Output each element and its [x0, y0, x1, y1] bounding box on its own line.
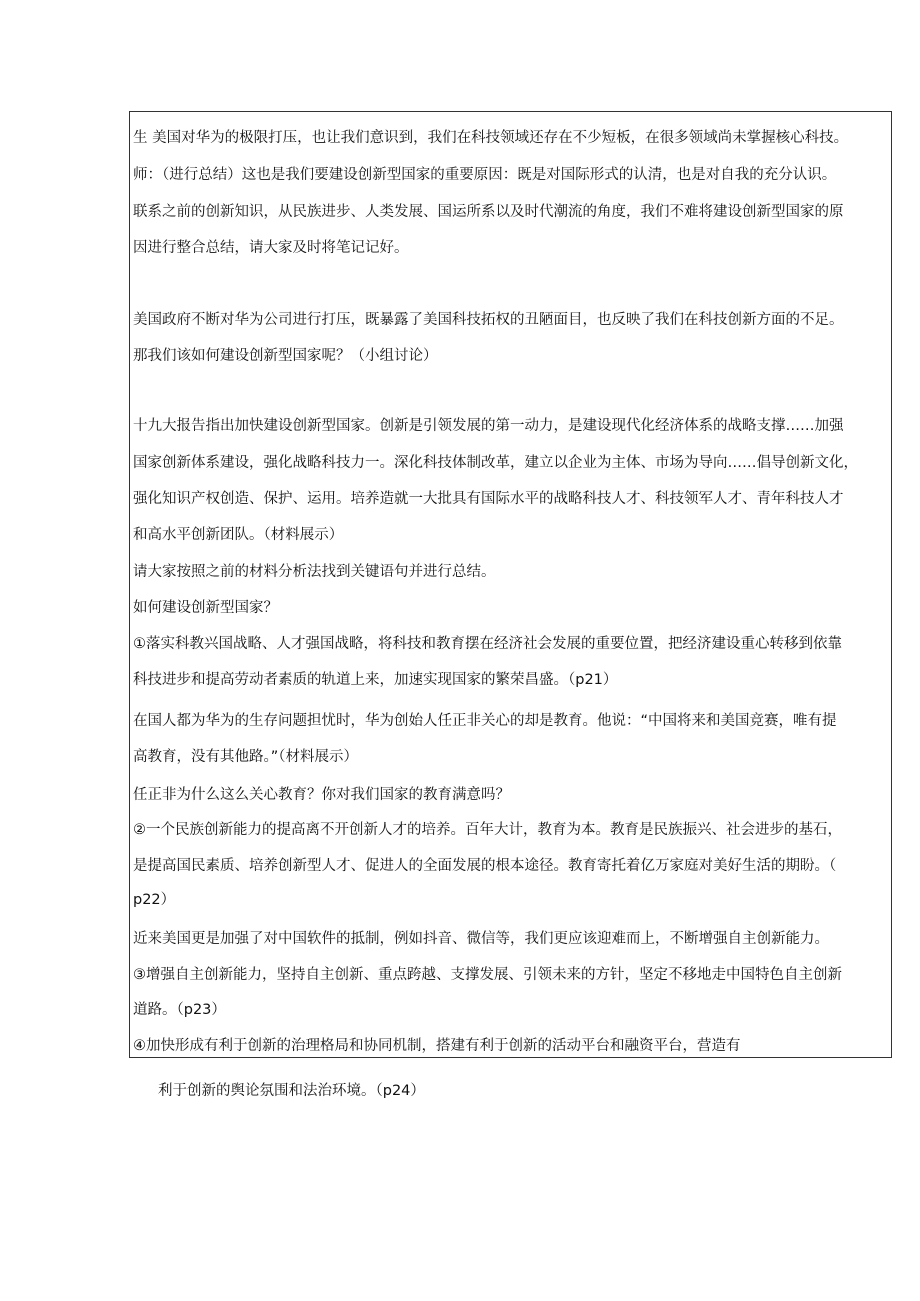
- text-line: 国家创新体系建设，强化战略科技力一。深化科技体制改革，建立以企业为主体、市场为导向……倡导创新文化，: [133, 455, 858, 471]
- text-line: 因进行整合总结，请大家及时将笔记记好。: [133, 240, 409, 256]
- text-line: 在国人都为华为的生存问题担忧时，华为创始人任正非关心的却是教育。他说：“中国将来和美国竞赛，唯有提: [133, 713, 837, 729]
- continuation-line: 利于创新的舆论氛围和法治环境。（p24）: [158, 1083, 425, 1099]
- text-line: 生 美国对华为的极限打压，也让我们意识到，我们在科技领域还存在不少短板，在很多领域尚未掌握核心科技。: [133, 130, 849, 146]
- text-line: ②一个民族创新能力的提高离不开创新人才的培养。百年大计，教育为本。教育是民族振兴、社会进步的基石，: [133, 822, 842, 838]
- text-line: 科技进步和提高劳动者素质的轨道上来，加速实现国家的繁荣昌盛。（p21）: [133, 672, 618, 688]
- text-line: ③增强自主创新能力，坚持自主创新、重点跨越、支撑发展、引领未来的方针，坚定不移地走中国特色自主创新: [133, 967, 842, 983]
- text-line: 请大家按照之前的材料分析法找到关键语句并进行总结。: [133, 564, 496, 580]
- text-line: 那我们该如何建设创新型国家呢？（小组讨论）: [133, 348, 438, 364]
- text-line: 如何建设创新型国家？: [133, 600, 278, 616]
- text-line: 十九大报告指出加快建设创新型国家。创新是引领发展的第一动力，是建设现代化经济体系的战略支撑……加强: [133, 418, 844, 434]
- text-line: p22）: [133, 892, 176, 908]
- text-line: 美国政府不断对华为公司进行打压，既暴露了美国科技拓权的丑陋面目，也反映了我们在科技创新方面的不足。: [133, 312, 844, 328]
- text-line: 和高水平创新团队。（材料展示）: [133, 527, 344, 543]
- text-line: 任正非为什么这么关心教育？你对我们国家的教育满意吗？: [133, 787, 510, 803]
- text-line: 高教育，没有其他路。”（材料展示）: [133, 749, 359, 765]
- text-line: 强化知识产权创造、保护、运用。培养造就一大批具有国际水平的战略科技人才、科技领军人才、青年科技人才: [133, 491, 844, 507]
- text-line: 是提高国民素质、培养创新型人才、促进人的全面发展的根本途径。教育寄托着亿万家庭对美好生活的期盼。（: [133, 858, 837, 874]
- text-line: 近来美国更是加强了对中国软件的抵制，例如抖音、微信等，我们更应该迎难而上，不断增强自主创新能力。: [133, 931, 829, 947]
- text-line: ①落实科教兴国战略、人才强国战略，将科技和教育摆在经济社会发展的重要位置，把经济建设重心转移到依靠: [133, 636, 842, 652]
- text-line: ④加快形成有利于创新的治理格局和协同机制，搭建有利于创新的活动平台和融资平台，营造有: [133, 1038, 741, 1054]
- text-line: 道路。（p23）: [133, 1002, 226, 1018]
- text-line: 师：（进行总结）这也是我们要建设创新型国家的重要原因：既是对国际形式的认清，也是对自我的充分认识。: [133, 167, 837, 183]
- text-line: 联系之前的创新知识，从民族进步、人类发展、国运所系以及时代潮流的角度，我们不难将建设创新型国家的原: [133, 204, 844, 220]
